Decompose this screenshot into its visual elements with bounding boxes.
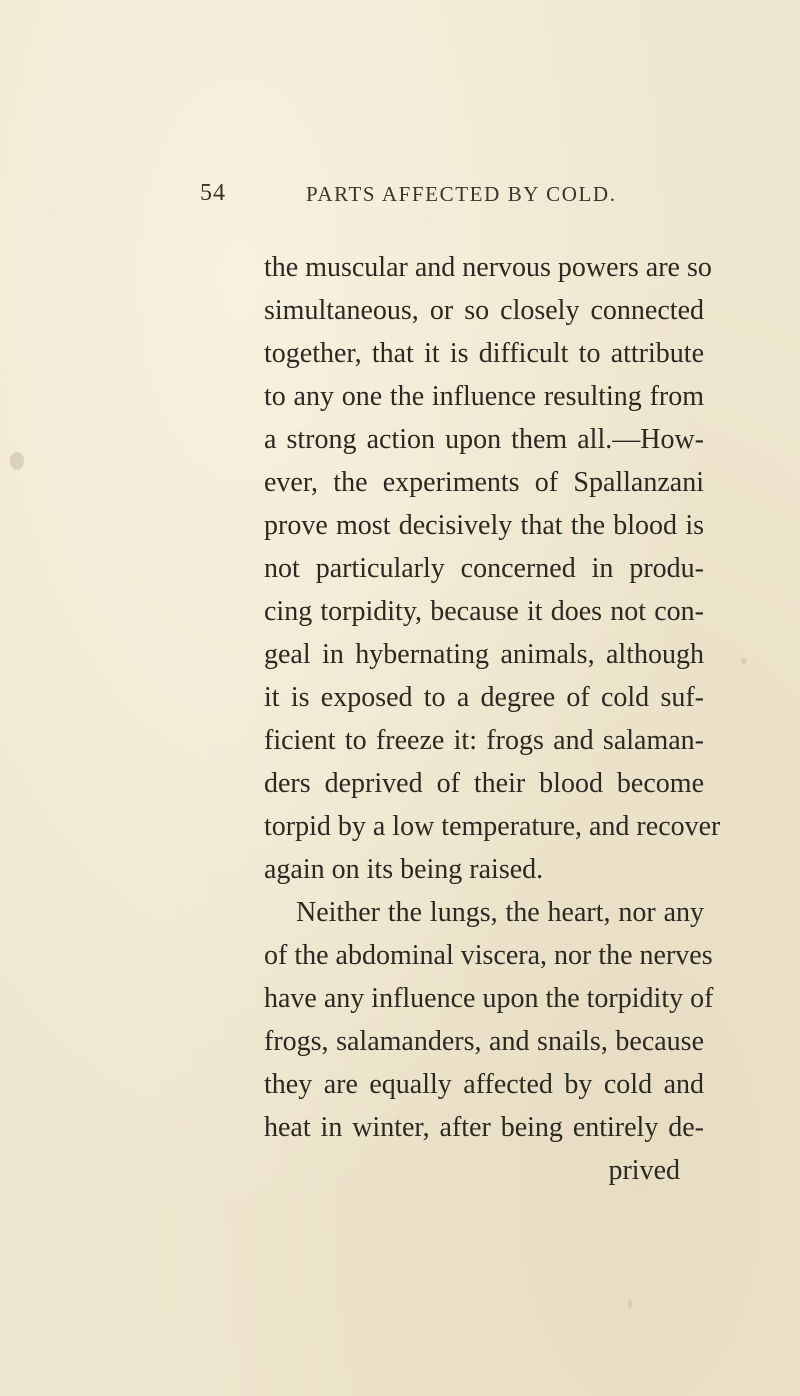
text-line: simultaneous, or so closely connected <box>264 295 704 326</box>
text-line: frogs, salamanders, and snails, because <box>264 1026 704 1057</box>
page-header <box>200 180 620 214</box>
text-line: heat in winter, after being entirely de- <box>264 1112 704 1143</box>
text-line: the muscular and nervous powers are so <box>264 252 712 283</box>
text-line: ficient to freeze it: frogs and salaman- <box>264 725 704 756</box>
page-number: 54 <box>200 180 226 206</box>
body-text <box>264 246 721 1192</box>
text-line: prove most decisively that the blood is <box>264 510 704 541</box>
text-line: they are equally affected by cold and <box>264 1069 704 1100</box>
text-line: not particularly concerned in produ- <box>264 553 704 584</box>
text-line: cing torpidity, because it does not con- <box>264 596 704 627</box>
text-line: Neither the lungs, the heart, nor any <box>296 897 704 928</box>
text-line: torpid by a low temperature, and recover <box>264 811 721 842</box>
text-line: geal in hybernating animals, although <box>264 639 704 670</box>
text-line: together, that it is difficult to attribute <box>264 338 704 369</box>
paper-fleck <box>741 658 747 664</box>
text-line: of the abdominal viscera, nor the nerves <box>264 940 713 971</box>
catchword: prived <box>608 1155 680 1186</box>
text-line: it is exposed to a degree of cold suf- <box>264 682 704 713</box>
text-line: have any influence upon the torpidity of <box>264 983 714 1014</box>
text-line: again on its being raised. <box>264 854 544 885</box>
paper-fleck <box>628 1300 632 1308</box>
text-line: to any one the influence resulting from <box>264 381 704 412</box>
text-line: ders deprived of their blood become <box>264 768 704 799</box>
text-line: ever, the experiments of Spallanzani <box>264 467 704 498</box>
running-head: PARTS AFFECTED BY COLD. <box>306 182 617 206</box>
paper-fleck <box>10 452 24 470</box>
text-line: a strong action upon them all.—How- <box>264 424 704 455</box>
